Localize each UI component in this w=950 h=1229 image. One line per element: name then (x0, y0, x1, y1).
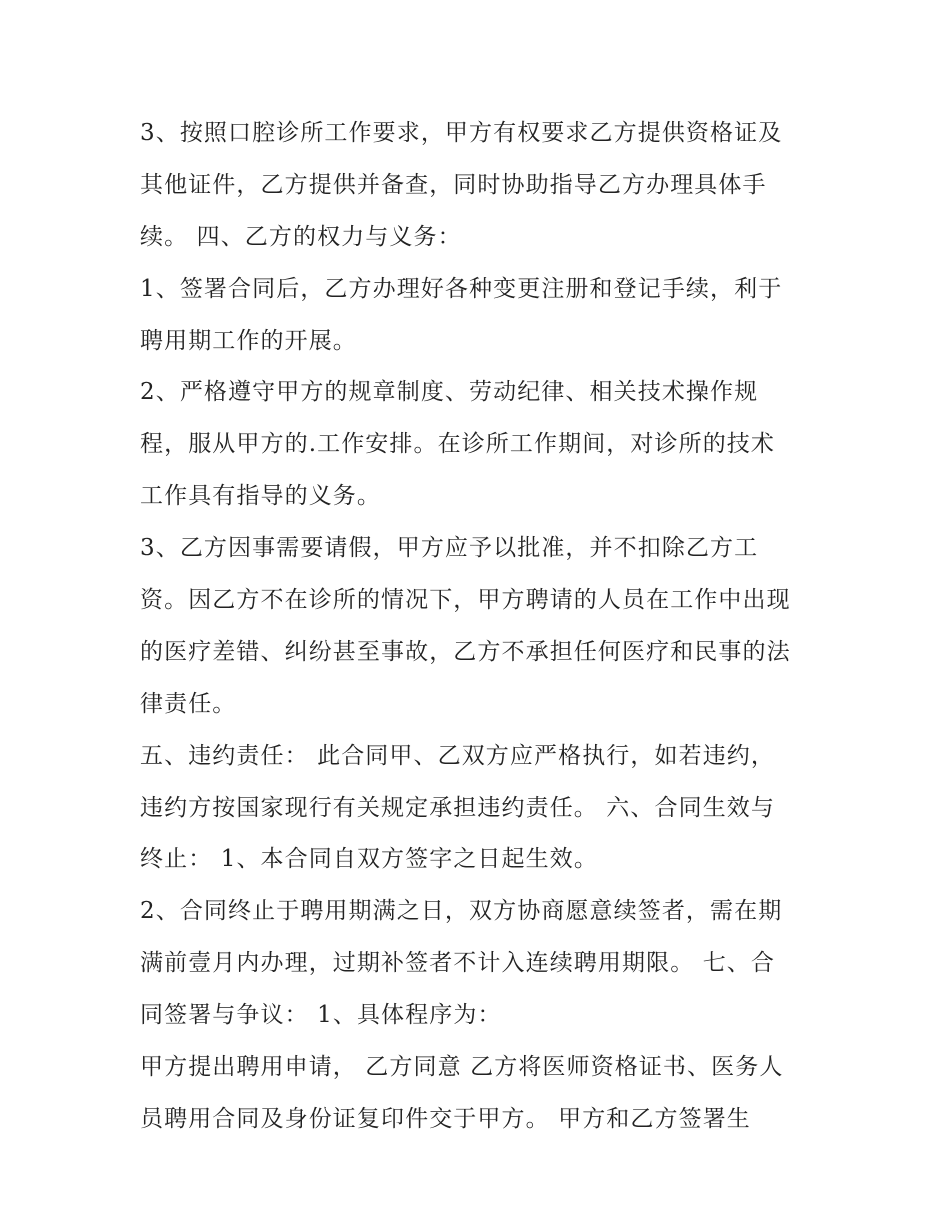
text-line: 同签署与争议： 1、具体程序为： (140, 1002, 502, 1029)
text-line: 续。 四、乙方的权力与义务： (140, 223, 462, 250)
text-line: 律责任。 (140, 690, 237, 717)
text-line: 2、严格遵守甲方的规章制度、劳动纪律、相关技术操作规 (140, 379, 759, 406)
text-line: 3、乙方因事需要请假，甲方应予以批准，并不扣除乙方工 (140, 535, 759, 562)
text-line: 聘用期工作的开展。 (140, 327, 357, 354)
text-line: 的医疗差错、纠纷甚至事故，乙方不承担任何医疗和民事的法 (140, 638, 791, 665)
text-line: 程，服从甲方的.工作安排。在诊所工作期间，对诊所的技术 (140, 431, 776, 458)
text-line: 工作具有指导的义务。 (140, 483, 381, 510)
text-line: 1、签署合同后，乙方办理好各种变更注册和登记手续，利于 (140, 275, 783, 302)
text-line: 满前壹月内办理，过期补签者不计入连续聘用期限。 七、合 (140, 950, 776, 977)
contract-text (140, 108, 830, 1146)
text-line: 员聘用合同及身份证复印件交于甲方。 甲方和乙方签署生 (140, 1105, 751, 1132)
text-line: 甲方提出聘用申请， 乙方同意 乙方将医师资格证书、医务人 (140, 1054, 784, 1081)
text-line: 其他证件，乙方提供并备查，同时协助指导乙方办理具体手 (140, 171, 767, 198)
text-line: 违约方按国家现行有关规定承担违约责任。 六、合同生效与 (140, 794, 776, 821)
text-line: 资。因乙方不在诊所的情况下，甲方聘请的人员在工作中出现 (140, 587, 791, 614)
text-line: 2、合同终止于聘用期满之日，双方协商愿意续签者，需在期 (140, 898, 783, 925)
text-line: 五、违约责任： 此合同甲、乙双方应严格执行，如若违约， (140, 742, 776, 769)
text-line: 终止： 1、本合同自双方签字之日起生效。 (140, 846, 598, 873)
text-line: 3、按照口腔诊所工作要求，甲方有权要求乙方提供资格证及 (140, 120, 783, 146)
